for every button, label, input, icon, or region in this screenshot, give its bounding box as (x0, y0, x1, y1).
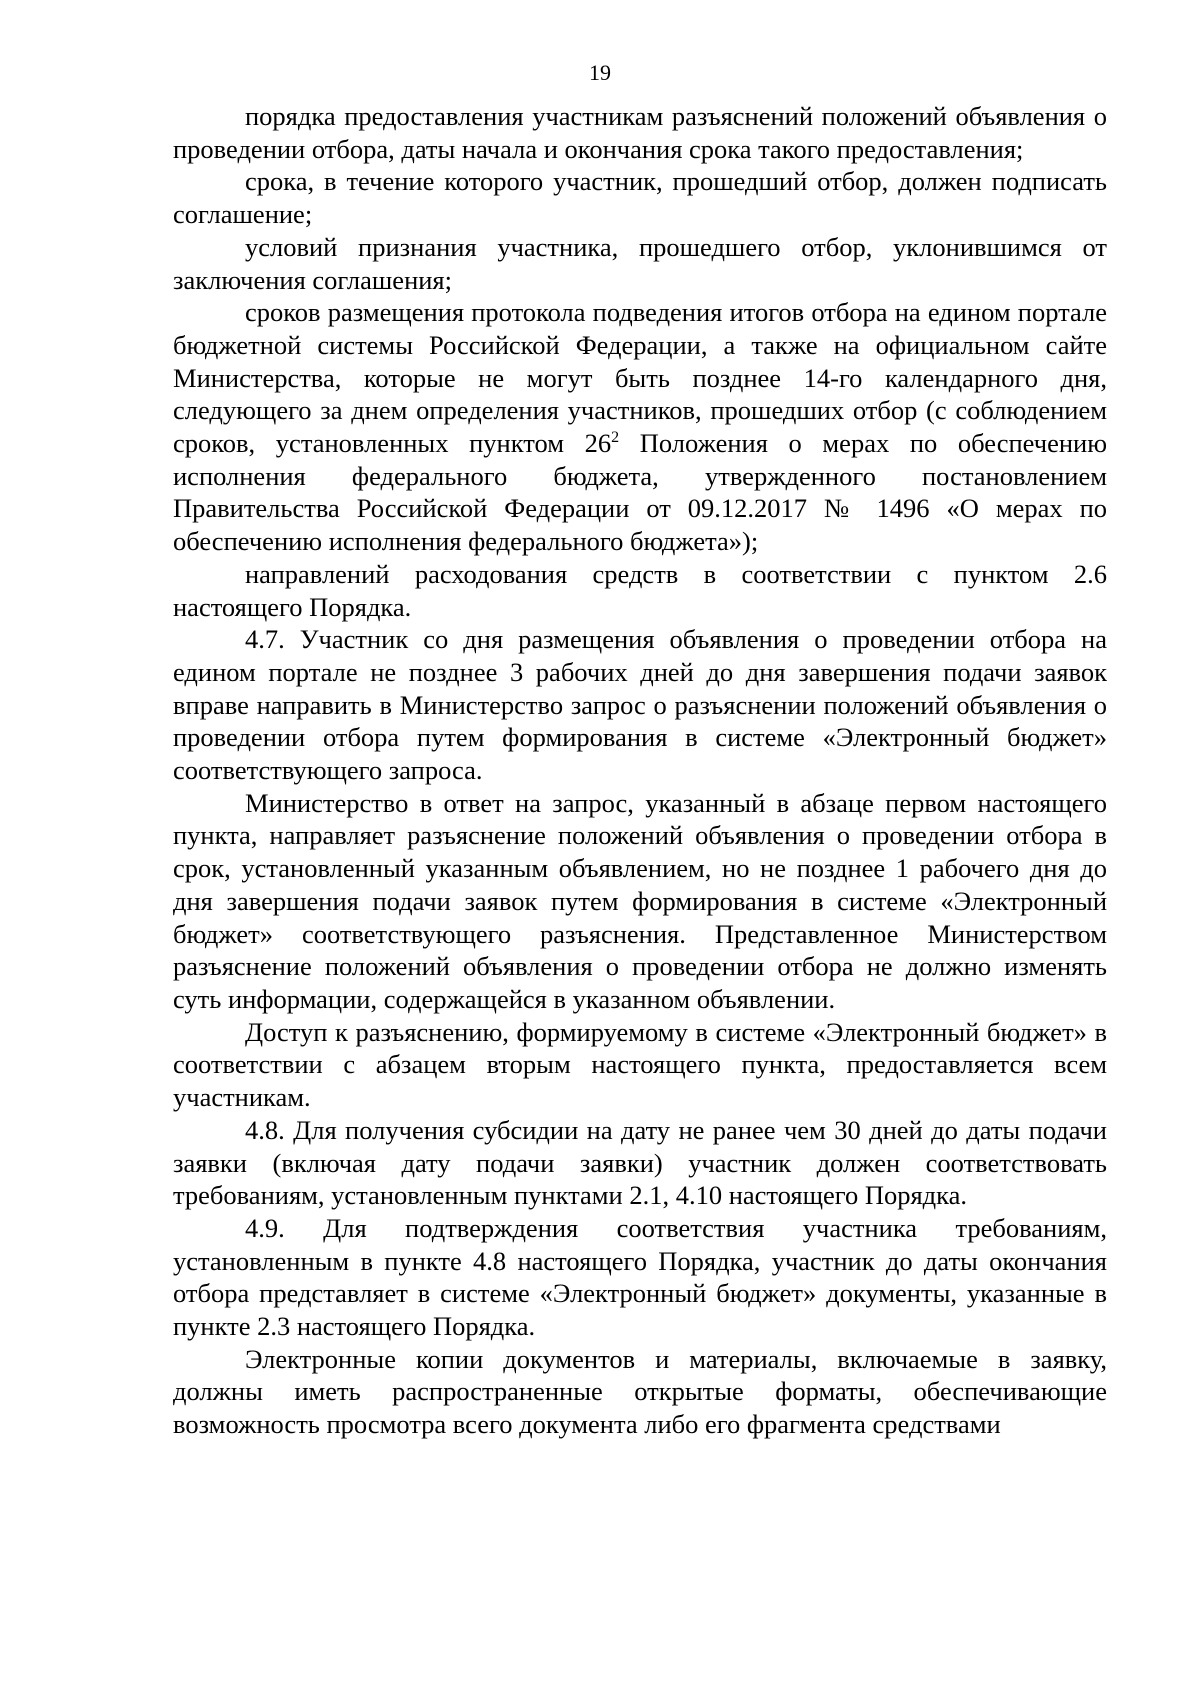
paragraph-4-text-start: сроков размещения протокола подведения итогов отбора на едином портале бюджетной системы Российской Федерации, а также на официальном сайте Министерства, которые не могут быть позднее 14-го календарного дня, следующего за днем определения участников, прошедших отбор (с соблюдением сроков, установленных пунктом 26 (173, 297, 1107, 459)
paragraph-9: 4.8. Для получения субсидии на дату не ранее чем 30 дней до даты подачи заявки (включая дату подачи заявки) участник должен соответствовать требованиям, установленным пунктами 2.1, 4.10 настоящего Порядка. (173, 1114, 1107, 1211)
paragraph-2: срока, в течение которого участник, прошедший отбор, должен подписать соглашение; (173, 166, 1107, 230)
superscript-footnote-mark: 2 (611, 429, 620, 447)
paragraph-8: Доступ к разъяснению, формируемому в системе «Электронный бюджет» в соответствии с абзацем вторым настоящего пункта, предоставляется всем участникам. (173, 1016, 1107, 1113)
paragraph-4 (173, 296, 1107, 558)
page-number: 19 (589, 60, 611, 85)
paragraph-11: Электронные копии документов и материалы, включаемые в заявку, должны иметь распространенные открытые форматы, обеспечивающие возможность просмотра всего документа либо его фрагмента средствами (173, 1343, 1107, 1440)
paragraph-6: 4.7. Участник со дня размещения объявления о проведении отбора на едином портале не позднее 3 рабочих дней до дня завершения подачи заявок вправе направить в Министерство запрос о разъяснении положений объявления о проведении отбора путем формирования в системе «Электронный бюджет» соответствующего запроса. (173, 624, 1107, 786)
paragraph-3: условий признания участника, прошедшего отбор, уклонившимся от заключения соглашения; (173, 231, 1107, 295)
paragraph-4-text-end: Положения о мерах по обеспечению исполнения федерального бюджета, утвержденного постановлением Правительства Российской Федерации от 09.12.2017 № 1496 «О мерах по обеспечению исполнения федерального бюджета»); (173, 428, 1107, 557)
paragraph-5: направлений расходования средств в соответствии с пунктом 2.6 настоящего Порядка. (173, 558, 1107, 622)
paragraph-7: Министерство в ответ на запрос, указанный в абзаце первом настоящего пункта, направляет разъяснение положений объявления о проведении отбора в срок, установленный указанным объявлением, но не позднее 1 рабочего дня до дня завершения подачи заявок путем формирования в системе «Электронный бюджет» соответствующего разъяснения. Представленное Министерством разъяснение положений объявления о проведении отбора не должно изменять суть информации, содержащейся в указанном объявлении. (173, 787, 1107, 1014)
paragraph-10: 4.9. Для подтверждения соответствия участника требованиям, установленным в пункте 4.8 настоящего Порядка, участник до даты окончания отбора представляет в системе «Электронный бюджет» документы, указанные в пункте 2.3 настоящего Порядка. (173, 1212, 1107, 1342)
document-body (173, 100, 1107, 1441)
paragraph-1: порядка предоставления участникам разъяснений положений объявления о проведении отбора, даты начала и окончания срока такого предоставления; (173, 101, 1107, 164)
